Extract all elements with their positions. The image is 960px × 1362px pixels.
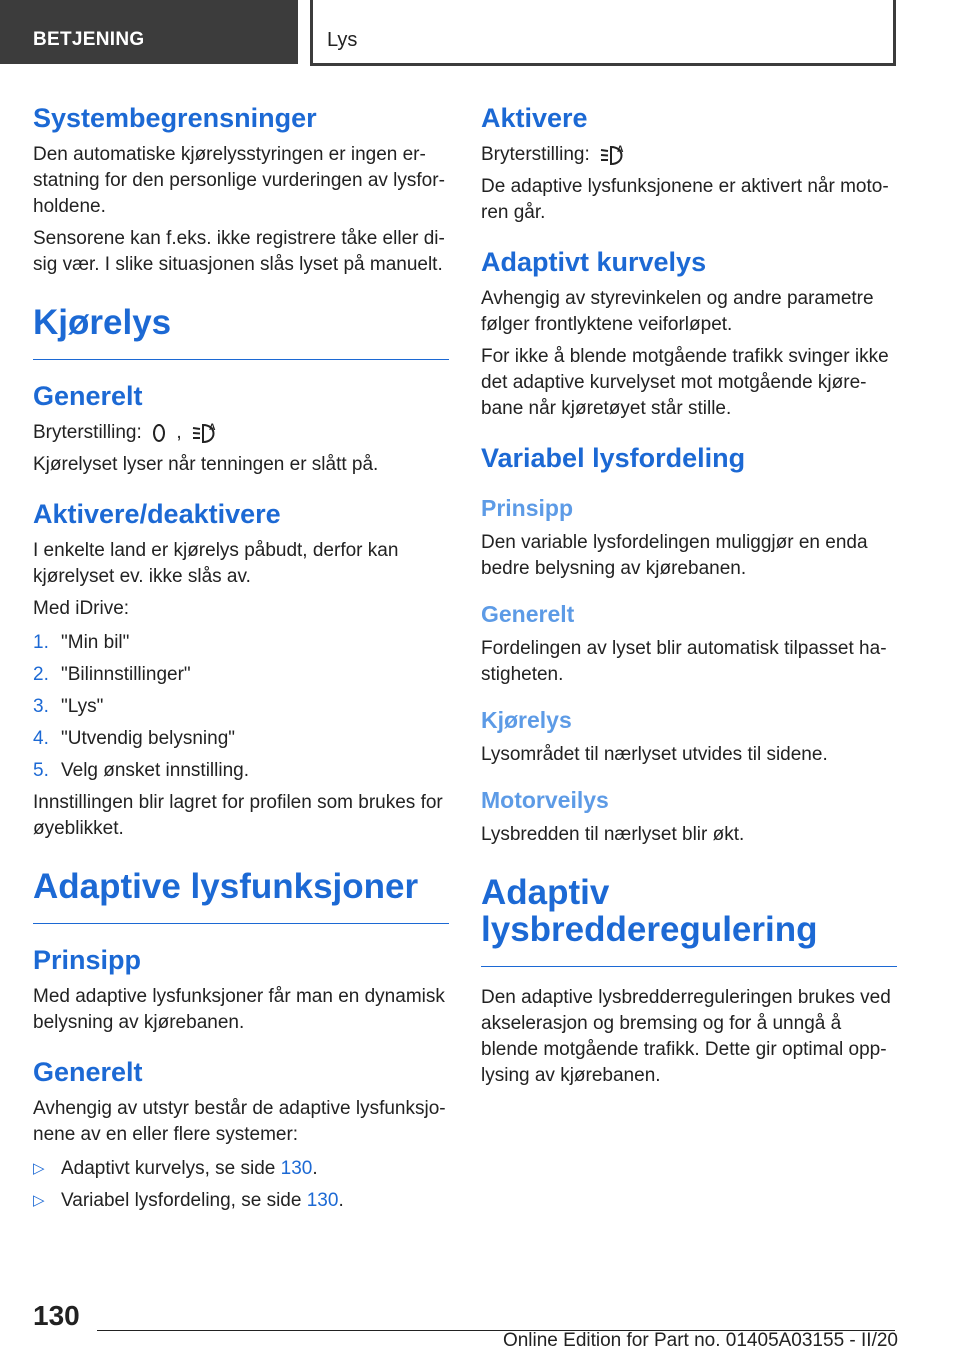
separator: , [176,422,182,443]
list-item: 5. Velg ønsket innstilling. [33,760,249,781]
chapter-label: Lys [327,29,358,51]
page-link[interactable]: 130 [306,1190,339,1211]
paragraph: De adaptive lysfunksjonene er aktivert når motoren går. [481,176,889,223]
svg-text:A: A [208,421,216,432]
switch-position-line [481,142,897,168]
subheading-prinsipp: Prinsipp [481,495,574,521]
heading-aktivere: Aktivere [481,103,588,133]
page-number: 130 [33,1300,80,1331]
triangle-bullet-icon: ▷ [33,1192,45,1209]
svg-text:A: A [617,143,624,154]
switch-zero-icon [151,422,167,444]
subheading-kjorelys: Kjørelys [481,707,572,733]
list-item: 2. "Bilinnstillinger" [33,664,191,685]
list-item: ▷ Adaptivt kurvelys, se side 130. [33,1156,449,1182]
section-label: BETJENING [33,29,145,50]
edition-text: Online Edition for Part no. 01405A03155 - II/20 [502,1330,898,1351]
switch-position-label: Bryterstilling: [481,144,590,165]
list-item: 1. "Min bil" [33,632,130,653]
switch-position-line [33,420,449,446]
heading-adaptive-lysfunksjoner: Adaptive lysfunksjoner [33,868,449,924]
heading-adaptiv-lysbredderegulering: Adaptiv lysbredderegulering [481,874,897,967]
list-item: ▷ Variabel lysfordeling, se side 130. [33,1188,449,1214]
heading-generelt: Generelt [33,1057,143,1087]
page-header [0,0,960,66]
left-column [33,100,449,1220]
heading-adaptivt-kurvelys: Adaptivt kurvelys [481,247,707,277]
paragraph: Innstillingen blir lagret for profilen som brukes for øyeblikket. [33,792,443,839]
list-item: 4. "Utvendig belysning" [33,728,236,749]
heading-systembegrensninger: Systembegrensninger [33,103,317,133]
paragraph: I enkelte land er kjørelys påbudt, derfor kan kjørelyset ev. ikke slås av. [33,540,399,587]
heading-prinsipp: Prinsipp [33,945,142,975]
paragraph: Med adaptive lysfunksjoner får man en dynamisk belysning av kjørebanen. [33,986,445,1033]
paragraph: Med iDrive: [33,598,130,619]
paragraph: Lysområdet til nærlyset utvides til sidene. [481,744,828,765]
paragraph: Den variable lysfordelingen muliggjør en enda bedre belysning av kjørebanen. [481,532,868,579]
chapter-tab [310,0,896,66]
paragraph: Kjørelyset lyser når tenningen er slått på. [33,454,379,475]
page-link[interactable]: 130 [280,1158,313,1179]
switch-position-label: Bryterstilling: [33,422,142,443]
subheading-motorveilys: Motorveilys [481,787,609,813]
paragraph: Den automatiske kjørelysstyringen er ingen erstatning for den personlige vurderingen av lysforholdene. [33,144,445,217]
paragraph: Fordelingen av lyset blir automatisk tilpasset hastigheten. [481,638,887,685]
paragraph: Avhengig av utstyr består de adaptive lysfunksjonene av en eller flere systemer: [33,1098,446,1145]
auto-headlight-icon [599,143,627,167]
auto-headlight-icon [191,421,219,445]
paragraph: For ikke å blende motgående trafikk svinger ikke det adaptive kurvelyset mot motgående kjørebane når kjøretøyet står stille. [481,346,889,419]
paragraph: Lysbredden til nærlyset blir økt. [481,824,745,845]
list-item: 3. "Lys" [33,696,104,717]
triangle-bullet-icon: ▷ [33,1160,45,1177]
heading-kjorelys: Kjørelys [33,304,449,360]
systems-list [33,1156,449,1214]
heading-aktivere-deaktivere: Aktivere/deaktivere [33,499,281,529]
steps-list [33,630,449,784]
heading-variabel-lysfordeling: Variabel lysfordeling [481,443,746,473]
subheading-generelt: Generelt [481,601,575,627]
section-tab [0,0,298,64]
paragraph: Avhengig av styrevinkelen og andre parametre følger frontlyktene veiforløpet. [481,288,874,335]
paragraph: Sensorene kan f.eks. ikke registrere tåke eller disig vær. I slike situasjonen slås lyset på manuelt. [33,228,445,275]
right-column [481,100,897,1089]
paragraph: Den adaptive lysbredderreguleringen brukes ved akselerasjon og bremsing og for å unngå å blende motgående trafikk. Dette gir optimal opplysing av kjørebanen. [481,987,891,1086]
heading-generelt: Generelt [33,381,143,411]
